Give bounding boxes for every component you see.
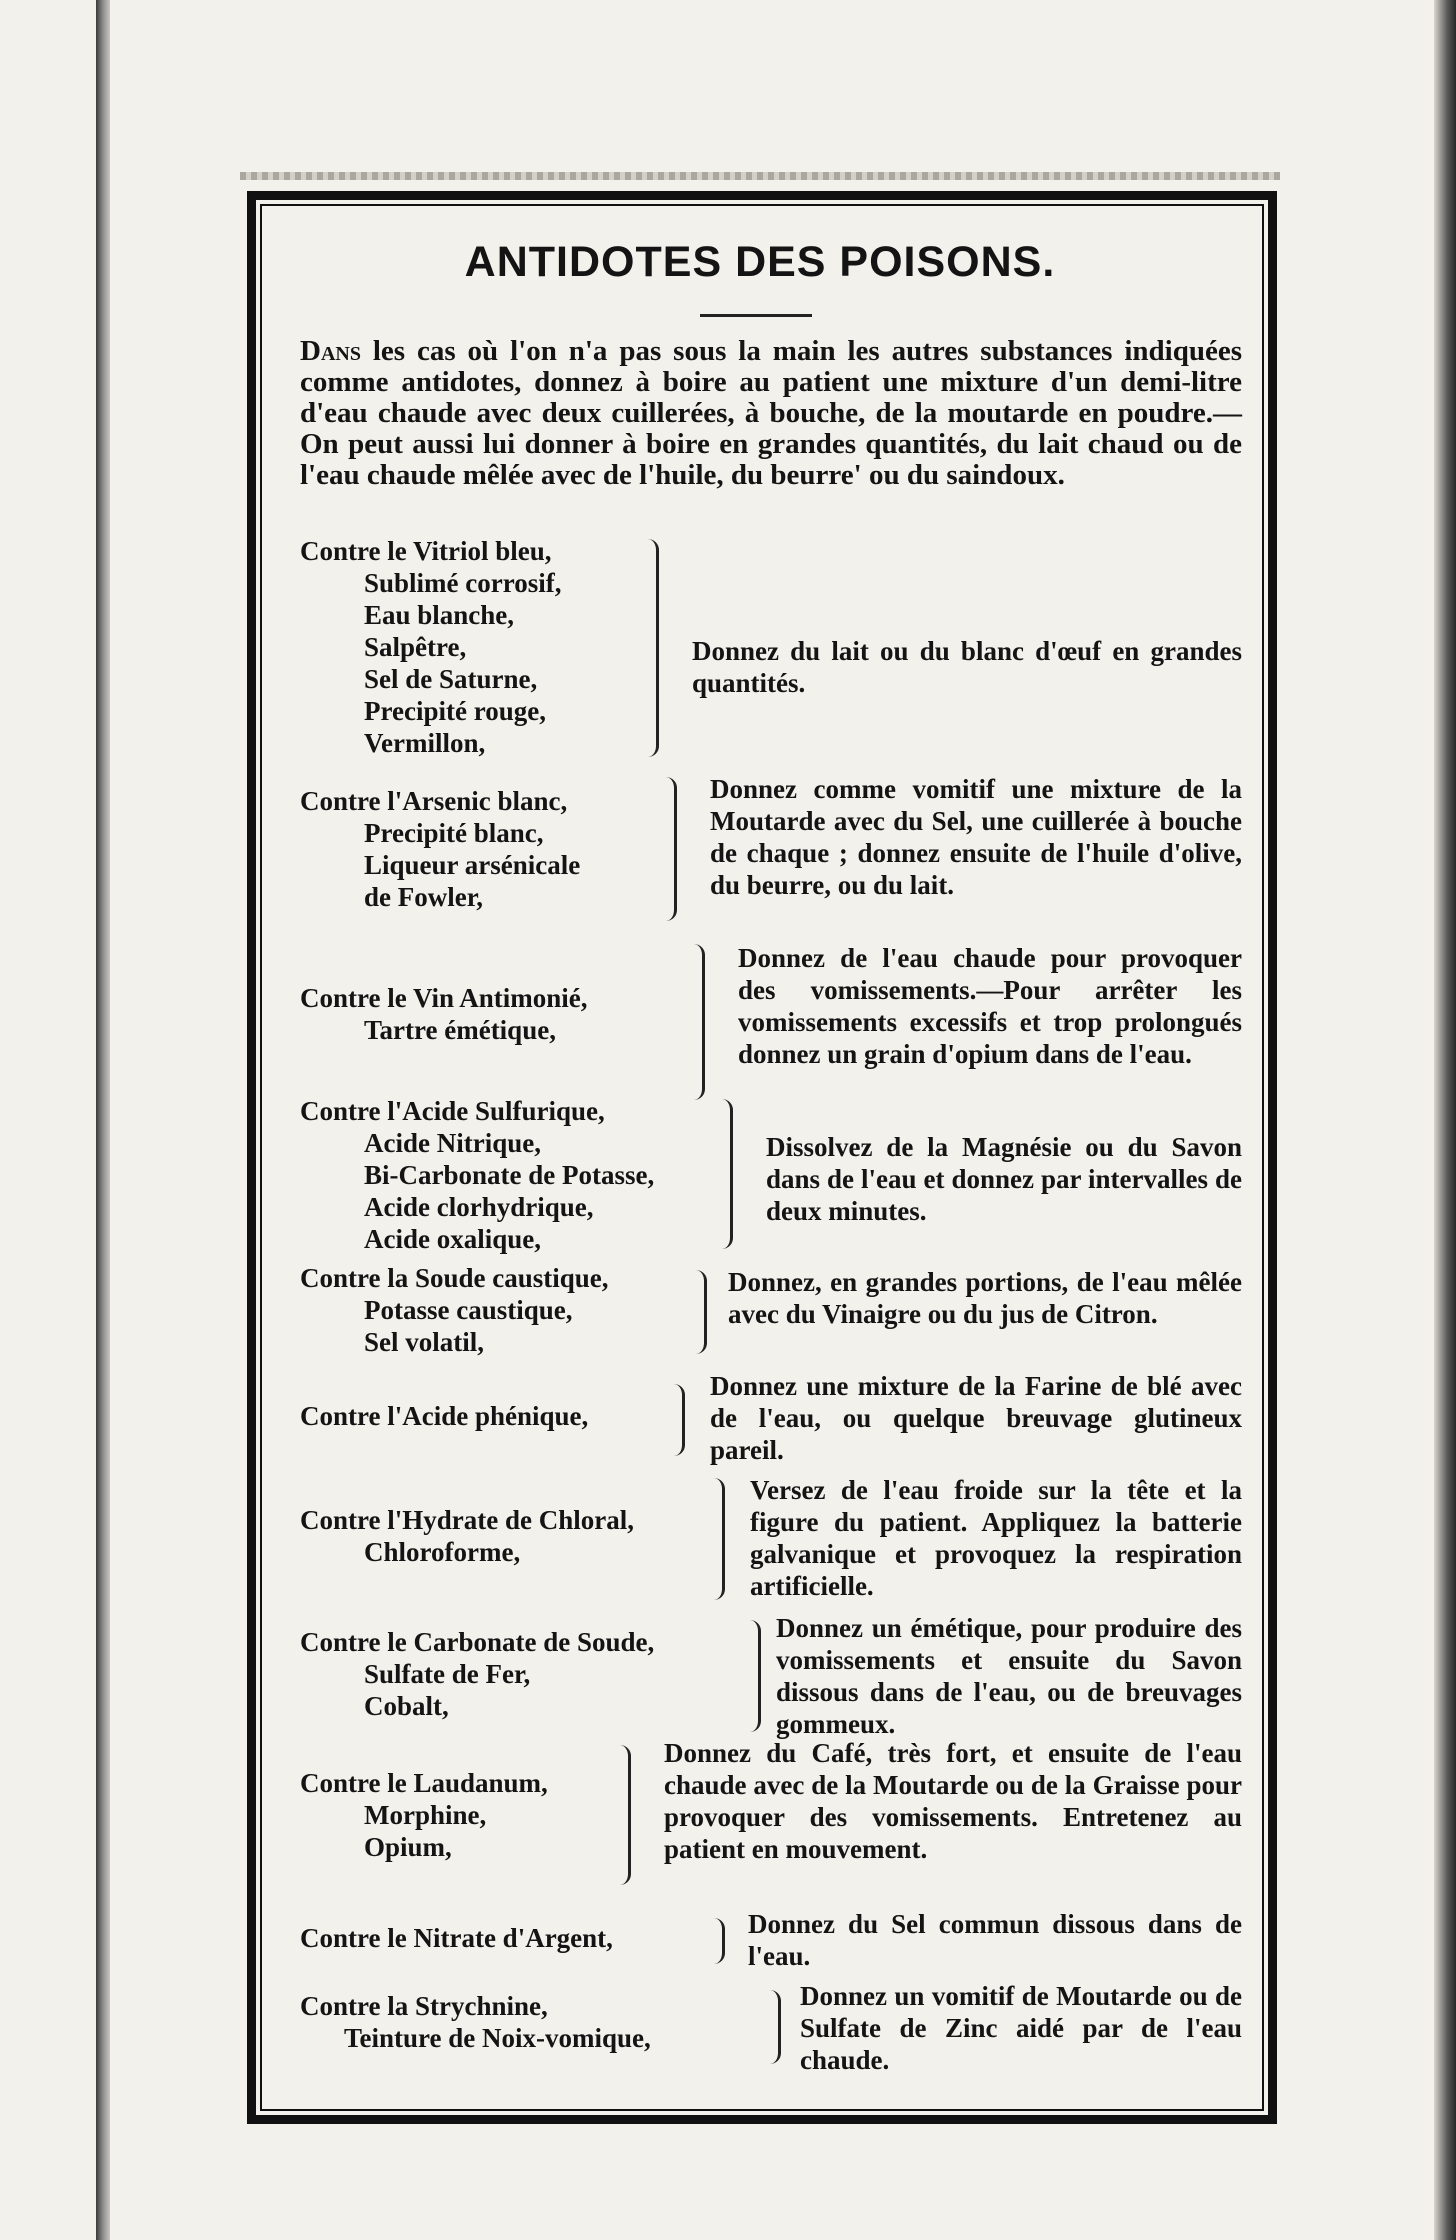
poison-item: Chloroforme, [364, 1537, 521, 1567]
poison-list [300, 1990, 651, 2054]
antidote-entry [300, 1262, 1245, 1362]
antidote-entry [300, 1908, 1245, 1980]
antidote-entry [300, 1737, 1245, 1897]
antidote-text: Donnez un émétique, pour produire des vomissements et ensuite du Savon dissous dans de l'eau, ou de breuvages gommeux. [776, 1613, 1242, 1739]
poison-list [300, 1262, 609, 1358]
right-brace-icon [674, 1384, 685, 1456]
poison-item: Liqueur arsénicale [364, 850, 581, 880]
page-title: ANTIDOTES DES POISONS. [464, 238, 1056, 286]
right-brace-icon [696, 1270, 707, 1354]
poison-list [300, 535, 562, 759]
poison-item: Contre le Vin Antimonié, [300, 983, 588, 1013]
poison-list [300, 1922, 613, 1954]
poison-list [300, 1626, 654, 1722]
poison-item: Sublimé corrosif, [364, 568, 562, 598]
intro-lead: Dans [300, 335, 361, 367]
antidote-entry [300, 1370, 1245, 1470]
antidote-text: Donnez une mixture de la Farine de blé avec de l'eau, ou quelque breuvage glutineux pareil. [710, 1371, 1242, 1465]
page-edge [1434, 0, 1456, 2240]
poison-list [300, 1504, 634, 1568]
poison-item: Tartre émétique, [364, 1015, 556, 1045]
poison-item: Sel de Saturne, [364, 664, 538, 694]
book-gutter [96, 0, 110, 2240]
antidote-entry [300, 942, 1245, 1104]
poison-item: Eau blanche, [364, 600, 515, 630]
poison-item: Vermillon, [364, 728, 486, 758]
antidote-text: Dissolvez de la Magnésie ou du Savon dans de l'eau et donnez par intervalles de deux minutes. [766, 1132, 1242, 1226]
poison-item: Potasse caustique, [364, 1295, 573, 1325]
right-brace-icon [666, 777, 677, 921]
right-brace-icon [750, 1620, 761, 1732]
poison-item: Morphine, [364, 1800, 487, 1830]
right-brace-icon [620, 1745, 631, 1885]
antidote-entry [300, 535, 1245, 760]
poison-item: Contre le Carbonate de Soude, [300, 1627, 655, 1657]
intro-paragraph [300, 336, 1242, 491]
right-brace-icon [714, 1918, 725, 1964]
right-brace-icon [722, 1099, 733, 1249]
poison-item: Contre le Laudanum, [300, 1768, 548, 1798]
antidote-text: Donnez de l'eau chaude pour provoquer des vomissements.—Pour arrêter les vomissements excessifs et trop prolongués donnez un grain d'opium dans de l'eau. [738, 943, 1242, 1069]
poison-item: Sel volatil, [364, 1327, 484, 1357]
poison-item: Bi-Carbonate de Potasse, [364, 1160, 655, 1190]
antidote-text: Donnez, en grandes portions, de l'eau mêlée avec du Vinaigre ou du jus de Citron. [728, 1267, 1242, 1329]
antidote-entry [300, 1095, 1245, 1257]
poison-item: Sulfate de Fer, [364, 1659, 531, 1689]
intro-text: les cas où l'on n'a pas sous la main les autres substances indiquées comme antidotes, donnez à boire au patient une mixture d'un demi-litre d'eau chaude avec deux cuillerées, à bouche, de la moutarde en poudre.—On peut aussi lui donner à boire en grandes quantités, du lait chaud ou de l'eau chaude mêlée avec de l'huile, du beurre' ou du saindoux. [300, 335, 1243, 491]
antidote-entry [300, 1980, 1245, 2080]
right-brace-icon [648, 539, 659, 757]
poison-item: Contre l'Acide phénique, [300, 1401, 589, 1431]
antidote-text: Donnez un vomitif de Moutarde ou de Sulfate de Zinc aidé par de l'eau chaude. [800, 1981, 1242, 2075]
poison-list [300, 982, 588, 1046]
antidote-text: Donnez du lait ou du blanc d'œuf en grandes quantités. [692, 636, 1242, 698]
poison-item: Contre le Nitrate d'Argent, [300, 1923, 613, 1953]
poison-list [300, 1400, 588, 1432]
poison-item: Contre l'Hydrate de Chloral, [300, 1505, 634, 1535]
poison-item: Contre la Soude caustique, [300, 1263, 609, 1293]
poison-item: Opium, [364, 1832, 452, 1862]
poison-list [300, 1095, 654, 1255]
poison-list [300, 785, 580, 913]
poison-item: Precipité rouge, [364, 696, 546, 726]
right-brace-icon [770, 1990, 781, 2064]
poison-list [300, 1767, 548, 1863]
poison-item: Acide clorhydrique, [364, 1192, 594, 1222]
right-brace-icon [714, 1478, 725, 1600]
antidote-text: Donnez du Café, très fort, et ensuite de l'eau chaude avec de la Moutarde ou de la Graisse pour provoquer des vomissements. Entretenez au patient en mouvement. [664, 1738, 1242, 1864]
poison-item: Contre le Vitriol bleu, [300, 536, 552, 566]
antidote-text: Versez de l'eau froide sur la tête et la figure du patient. Appliquez la batterie galvanique et provoquez la respiration artificielle. [750, 1475, 1242, 1601]
antidote-entry [300, 773, 1245, 923]
title-divider [700, 314, 812, 317]
antidote-text: Donnez comme vomitif une mixture de la Moutarde avec du Sel, une cuillerée à bouche de chaque ; donnez ensuite de l'huile d'olive, du beurre, ou du lait. [710, 774, 1242, 900]
poison-item: Salpêtre, [364, 632, 467, 662]
poison-item: Contre l'Arsenic blanc, [300, 786, 568, 816]
right-brace-icon [694, 944, 705, 1100]
bleed-through-rule [240, 172, 1280, 180]
antidote-entry [300, 1612, 1245, 1742]
antidote-entry [300, 1474, 1245, 1604]
poison-item: Acide oxalique, [364, 1224, 542, 1254]
poison-item: Cobalt, [364, 1691, 449, 1721]
poison-item: Precipité blanc, [364, 818, 544, 848]
poison-item: Contre la Strychnine, [300, 1991, 548, 2021]
antidote-text: Donnez du Sel commun dissous dans de l'eau. [748, 1909, 1242, 1971]
poison-item: de Fowler, [364, 882, 483, 912]
poison-item: Acide Nitrique, [364, 1128, 541, 1158]
poison-item: Teinture de Noix-vomique, [344, 2023, 651, 2053]
poison-item: Contre l'Acide Sulfurique, [300, 1096, 605, 1126]
